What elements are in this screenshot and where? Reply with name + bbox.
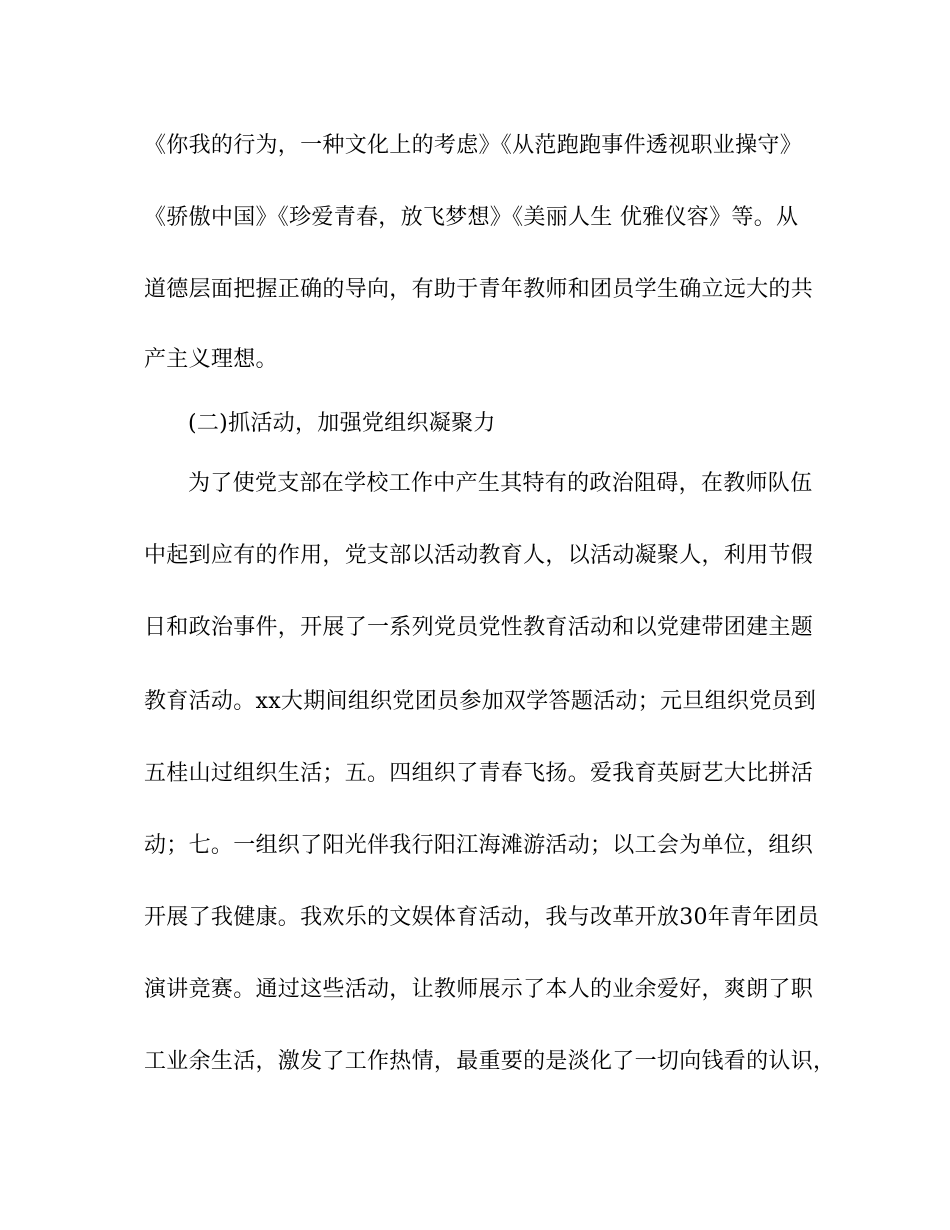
text-line: 五桂山过组织生活；五。四组织了青春飞扬。爱我育英厨艺大比拼活 xyxy=(144,761,814,786)
text-line: 动；七。一组织了阳光伴我行阳江海滩游活动；以工会为单位，组织 xyxy=(144,833,814,858)
text-line: 日和政治事件，开展了一系列党员党性教育活动和以党建带团建主题 xyxy=(144,615,814,640)
text-line: 产主义理想。 xyxy=(144,347,278,372)
text-line: 开展了我健康。我欢乐的文娱体育活动，我与改革开放30年青年团员 xyxy=(144,905,820,930)
text-line: 中起到应有的作用，党支部以活动教育人，以活动凝聚人，利用节假 xyxy=(144,543,814,568)
text-line: 为了使党支部在学校工作中产生其特有的政治阻碍，在教师队伍 xyxy=(188,471,813,496)
text-line: 工业余生活，激发了工作热情，最重要的是淡化了一切向钱看的认识， xyxy=(144,1049,836,1074)
section-heading: (二)抓活动，加强党组织凝聚力 xyxy=(188,411,496,436)
text-line: 《你我的行为，一种文化上的考虑》《从范跑跑事件透视职业操守》 xyxy=(144,133,803,158)
text-line: 教育活动。xx大期间组织党团员参加双学答题活动；元旦组织党员到 xyxy=(144,689,817,714)
text-line: 道德层面把握正确的导向，有助于青年教师和团员学生确立远大的共 xyxy=(144,277,814,302)
text-line: 演讲竞赛。通过这些活动，让教师展示了本人的业余爱好，爽朗了职 xyxy=(144,977,814,1002)
text-line: 《骄傲中国》《珍爱青春，放飞梦想》《美丽人生 优雅仪容》等。从 xyxy=(144,205,799,230)
